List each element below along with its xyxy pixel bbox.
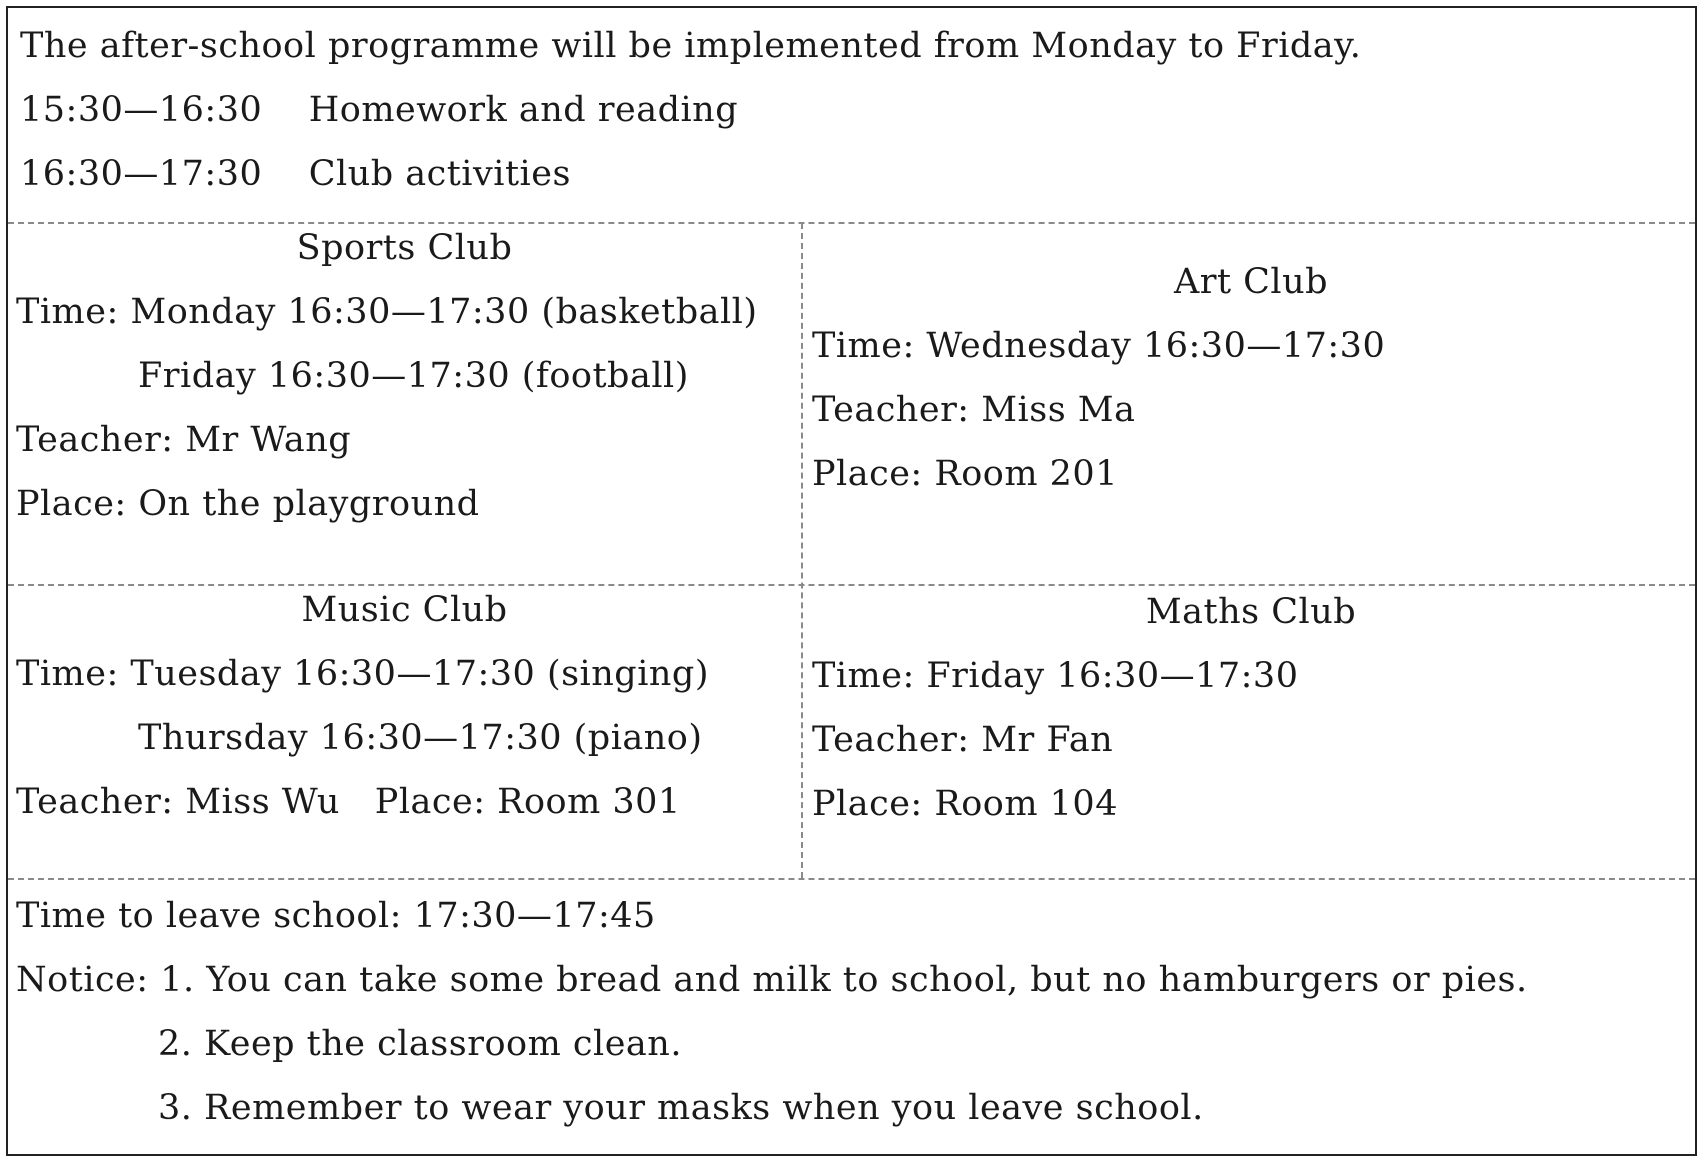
divider-middle xyxy=(8,584,1695,586)
notice-table xyxy=(6,6,1697,1156)
sports-club-title: Sports Club xyxy=(296,228,513,268)
divider-top xyxy=(8,222,1695,224)
maths-club-title: Maths Club xyxy=(1145,592,1357,632)
music-club-title: Music Club xyxy=(301,590,508,630)
music-club-time-tuesday: Time: Tuesday 16:30—17:30 (singing) xyxy=(16,654,709,694)
maths-club-teacher: Teacher: Mr Fan xyxy=(812,720,1114,760)
notice-1: Notice: 1. You can take some bread and milk to school, but no hamburgers or pies. xyxy=(16,960,1528,1000)
sports-club-place: Place: On the playground xyxy=(16,484,480,524)
art-club-teacher: Teacher: Miss Ma xyxy=(812,390,1136,430)
sports-club-time-monday: Time: Monday 16:30—17:30 (basketball) xyxy=(16,292,758,332)
music-club-teacher-place: Teacher: Miss Wu Place: Room 301 xyxy=(16,782,681,822)
maths-club-place: Place: Room 104 xyxy=(812,784,1118,824)
art-club-title: Art Club xyxy=(1173,262,1329,302)
sports-club-time-friday: Friday 16:30—17:30 (football) xyxy=(138,356,689,396)
leave-time: Time to leave school: 17:30—17:45 xyxy=(16,896,656,936)
music-club-time-thursday: Thursday 16:30—17:30 (piano) xyxy=(138,718,703,758)
schedule-clubs: 16:30—17:30 Club activities xyxy=(20,154,571,194)
notice-3: 3. Remember to wear your masks when you leave school. xyxy=(158,1088,1204,1128)
art-club-time: Time: Wednesday 16:30—17:30 xyxy=(812,326,1386,366)
sports-club-teacher: Teacher: Mr Wang xyxy=(16,420,352,460)
notice-2: 2. Keep the classroom clean. xyxy=(158,1024,682,1064)
schedule-homework: 15:30—16:30 Homework and reading xyxy=(20,90,739,130)
divider-bottom xyxy=(8,878,1695,880)
maths-club-time: Time: Friday 16:30—17:30 xyxy=(812,656,1299,696)
intro-line: The after-school programme will be implemented from Monday to Friday. xyxy=(20,26,1362,66)
divider-vertical xyxy=(801,223,803,878)
art-club-place: Place: Room 201 xyxy=(812,454,1118,494)
